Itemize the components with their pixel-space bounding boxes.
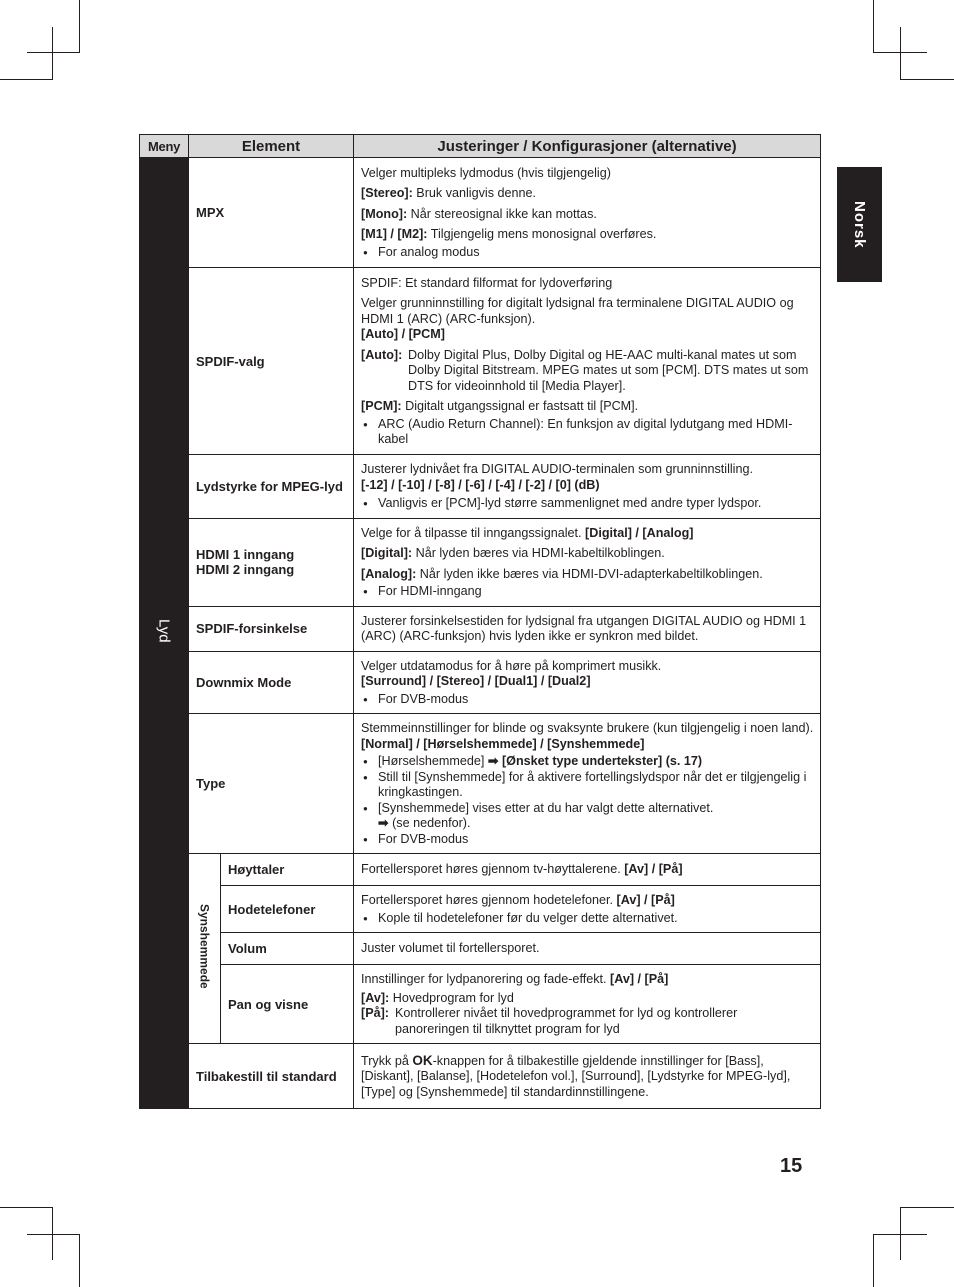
table-row bbox=[140, 933, 821, 965]
crop-mark bbox=[873, 1234, 874, 1287]
crop-mark bbox=[900, 79, 954, 80]
option-line: [Analog]: Når lyden ikke bæres via HDMI-DVI-adapterkabeltilkoblingen. bbox=[361, 566, 763, 581]
column-header-justeringer: Justeringer / Konfigurasjoner (alternative) bbox=[354, 135, 821, 158]
element-type: Type bbox=[189, 714, 354, 854]
crop-mark bbox=[27, 1234, 80, 1235]
note-bullet: ● [Hørselshemmede] ➡ [Ønsket type undertekster] (s. 17) bbox=[361, 754, 814, 770]
menu-cell-lyd bbox=[140, 158, 189, 1109]
option-line: [På]: Kontrollerer nivået til hovedprogrammet for lyd og kontrollerer panoreringen til tilknyttet program for lyd bbox=[361, 1006, 738, 1036]
description-type bbox=[354, 714, 821, 854]
crop-mark bbox=[79, 0, 80, 53]
table-row bbox=[140, 518, 821, 606]
note-bullet: ● [Synshemmede] vises etter at du har valgt dette alternativet. ➡ (se nedenfor). bbox=[361, 801, 814, 832]
element-lydstyrke: Lydstyrke for MPEG-lyd bbox=[189, 455, 354, 519]
note-bullet: ● For DVB-modus bbox=[361, 692, 814, 708]
description-hoyttaler bbox=[354, 854, 821, 886]
table-row bbox=[140, 1044, 821, 1109]
crop-mark bbox=[873, 1234, 927, 1235]
crop-mark bbox=[0, 79, 53, 80]
submenu-label-synshemmede: Synshemmede bbox=[197, 903, 212, 989]
table-row bbox=[140, 268, 821, 455]
option-line: [Digital]: Når lyden bæres via HDMI-kabeltilkoblingen. bbox=[361, 546, 665, 560]
arrow-right-icon: ➡ bbox=[378, 816, 389, 830]
description-text: Juster volumet til fortellersporet. bbox=[361, 941, 540, 956]
option-line: [Stereo]: Bruk vanligvis denne. bbox=[361, 186, 537, 201]
element-hdmi-2: HDMI 2 inngang bbox=[196, 562, 295, 577]
crop-mark bbox=[52, 27, 53, 80]
description-text: Trykk på OK-knappen for å tilbakestille gjeldende innstillinger for [Bass], [Diskant], [Balanse], [Hodetelefon vol.], [Surround], [Lydstyrke for MPEG-lyd], [Type] og [Synshemmede] til standardinnstillingene. bbox=[361, 1052, 791, 1099]
note-bullet: ● Still til [Synshemmede] for å aktivere fortellingslydspor når det er tilgjengelig i kringkastingen. bbox=[361, 770, 814, 801]
description-pan bbox=[354, 965, 821, 1044]
note-bullet: ● For HDMI-inngang bbox=[361, 584, 814, 600]
description-text: Velger grunninnstilling for digitalt lydsignal fra terminalene DIGITAL AUDIO og HDMI 1 (ARC) (ARC-funksjon). bbox=[361, 296, 794, 326]
description-text: Stemmeinnstillinger for blinde og svaksynte brukere (kun tilgjengelig i noen land). [Normal] / [Hørselshemmede] / [Synshemmede] bbox=[361, 721, 814, 751]
option-line: [Auto]: Dolby Digital Plus, Dolby Digital og HE-AAC multi-kanal mates ut som Dolby Digital Bitstream. MPEG mates ut som [PCM]. DTS mates ut som DTS for videoinnhold til [Media Player]. bbox=[361, 347, 809, 393]
element-hdmi-1: HDMI 1 inngang bbox=[196, 547, 295, 562]
description-text: Fortellersporet høres gjennom hodetelefoner. [Av] / [På] bbox=[361, 893, 675, 907]
element-spdif-valg: SPDIF-valg bbox=[189, 268, 354, 455]
table-header bbox=[140, 135, 821, 158]
element-downmix: Downmix Mode bbox=[189, 651, 354, 714]
description-text: Justerer lydnivået fra DIGITAL AUDIO-terminalen som grunninnstilling. bbox=[361, 462, 753, 476]
table-row bbox=[140, 158, 821, 268]
crop-mark bbox=[900, 1207, 954, 1208]
note-bullet: ● For DVB-modus bbox=[361, 832, 814, 848]
description-text: Innstillinger for lydpanorering og fade-effekt. [Av] / [På] bbox=[361, 972, 669, 986]
crop-mark bbox=[900, 27, 901, 80]
description-spdif-forsinkelse bbox=[354, 606, 821, 651]
option-line: [Mono]: Når stereosignal ikke kan mottas. bbox=[361, 206, 597, 221]
element-spdif-forsinkelse: SPDIF-forsinkelse bbox=[189, 606, 354, 651]
page-number: 15 bbox=[780, 1155, 803, 1177]
language-tab bbox=[837, 167, 882, 282]
element-pan: Pan og visne bbox=[221, 965, 354, 1044]
column-header-meny: Meny bbox=[140, 135, 189, 158]
table-row bbox=[140, 651, 821, 714]
description-tilbakestill bbox=[354, 1044, 821, 1109]
description-text: Velger utdatamodus for å høre på komprimert musikk. bbox=[361, 658, 662, 673]
description-hdmi bbox=[354, 518, 821, 606]
language-tab-label: Norsk bbox=[851, 200, 868, 249]
table-row bbox=[140, 886, 821, 933]
description-text: Velge for å tilpasse til inngangssignalet. [Digital] / [Analog] bbox=[361, 525, 694, 540]
option-line: [PCM]: Digitalt utgangssignal er fastsatt til [PCM]. bbox=[361, 399, 639, 413]
crop-mark bbox=[79, 1234, 80, 1287]
note-bullet: ● For analog modus bbox=[361, 245, 814, 261]
element-mpx: MPX bbox=[189, 158, 354, 268]
submenu-cell-synshemmede bbox=[189, 854, 221, 1044]
element-hdmi bbox=[189, 518, 354, 606]
arrow-right-icon: ➡ bbox=[487, 754, 499, 768]
description-volum bbox=[354, 933, 821, 965]
ok-key-label: OK bbox=[412, 1052, 433, 1068]
menu-label-lyd: Lyd bbox=[155, 618, 173, 643]
table-row bbox=[140, 606, 821, 651]
table-row bbox=[140, 455, 821, 519]
description-text: Justerer forsinkelsestiden for lydsignal fra utgangen DIGITAL AUDIO og HDMI 1 (ARC) (ARC-funksjon) hvis lyden ikke er synkron med bildet. bbox=[361, 613, 807, 643]
table-row bbox=[140, 854, 821, 886]
description-lydstyrke bbox=[354, 455, 821, 519]
option-line: [M1] / [M2]: Tilgjengelig mens monosignal overføres. bbox=[361, 227, 657, 242]
option-line: [Av]: Hovedprogram for lyd bbox=[361, 990, 514, 1005]
element-volum: Volum bbox=[221, 933, 354, 965]
table-row bbox=[140, 714, 821, 854]
description-text: SPDIF: Et standard filformat for lydoverføring bbox=[361, 275, 613, 290]
options-line: [Auto] / [PCM] bbox=[361, 327, 445, 341]
options-line: [-12] / [-10] / [-8] / [-6] / [-4] / [-2] / [0] (dB) bbox=[361, 477, 600, 492]
element-hoyttaler: Høyttaler bbox=[221, 854, 354, 886]
note-bullet: ● Kople til hodetelefoner før du velger dette alternativet. bbox=[361, 911, 814, 927]
description-mpx bbox=[354, 158, 821, 268]
crop-mark bbox=[27, 52, 80, 53]
description-hodetelefoner bbox=[354, 886, 821, 933]
column-header-element: Element bbox=[189, 135, 354, 158]
element-hodetelefoner: Hodetelefoner bbox=[221, 886, 354, 933]
description-downmix bbox=[354, 651, 821, 714]
crop-mark bbox=[0, 1207, 53, 1208]
note-bullet: ● Vanligvis er [PCM]-lyd større sammenlignet med andre typer lydspor. bbox=[361, 496, 814, 512]
crop-mark bbox=[873, 52, 927, 53]
description-text: Fortellersporet høres gjennom tv-høyttalerene. [Av] / [På] bbox=[361, 862, 683, 877]
crop-mark bbox=[873, 0, 874, 53]
description-text: Velger multipleks lydmodus (hvis tilgjengelig) bbox=[361, 165, 611, 180]
description-spdif-valg bbox=[354, 268, 821, 455]
options-line: [Surround] / [Stereo] / [Dual1] / [Dual2] bbox=[361, 674, 591, 688]
note-bullet: ● ARC (Audio Return Channel): En funksjon av digital lydutgang med HDMI-kabel bbox=[361, 417, 814, 448]
settings-table bbox=[139, 134, 821, 1109]
table-row bbox=[140, 965, 821, 1044]
element-tilbakestill: Tilbakestill til standard bbox=[189, 1044, 354, 1109]
